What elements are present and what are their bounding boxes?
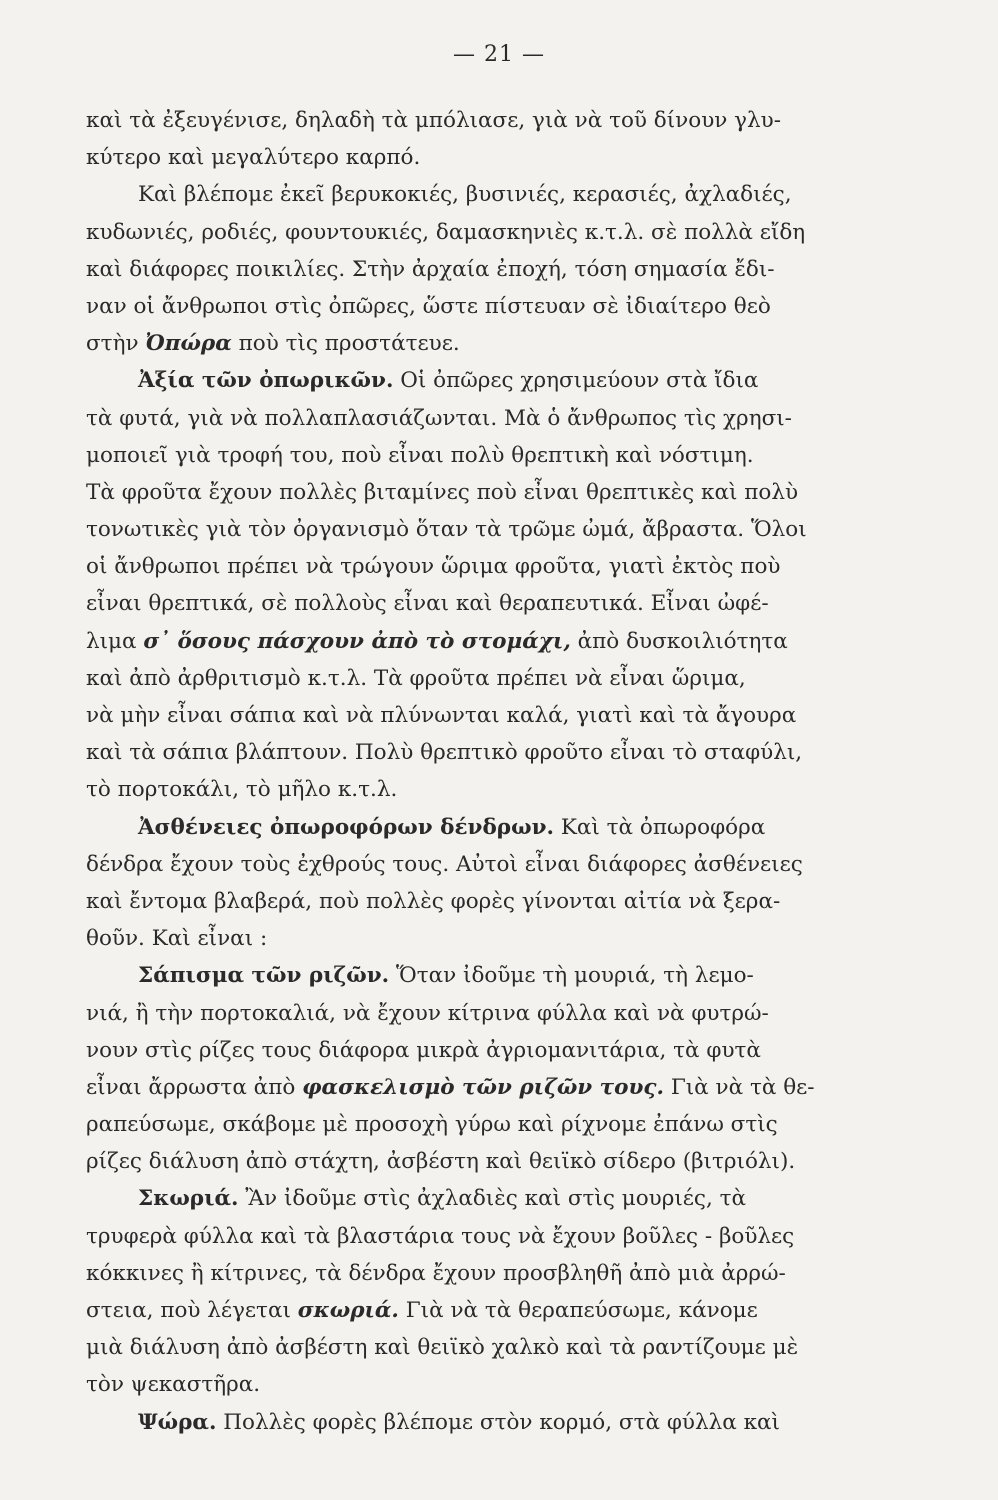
text-line (86, 1143, 926, 1180)
line-text: τὰ φυτά, γιὰ νὰ πολλαπλασιάζωνται. Μὰ ὁ ἄνθρωπος τὶς χρησι- (86, 405, 792, 431)
line-text: Καὶ βλέπομε ἐκεῖ βερυκοκιές, βυσινιές, κερασιές, ἀχλαδιές, (138, 182, 792, 208)
text-line (86, 957, 926, 994)
line-text: καὶ τὰ ἐξευγένισε, δηλαδὴ τὰ μπόλιασε, γιὰ νὰ τοῦ δίνουν γλυ- (86, 108, 781, 133)
line-text: Ἂν ἰδοῦμε στὶς ἀχλαδιὲς καὶ στὶς μουριές, τὰ (238, 1186, 747, 1212)
text-line (86, 139, 926, 176)
line-text: Ὅταν ἰδοῦμε τὴ μουριά, τὴ λεμο- (389, 963, 754, 989)
line-text: κόκκινες ἢ κίτρινες, τὰ δένδρα ἔχουν προσβληθῆ ἀπὸ μιὰ ἀρρώ- (86, 1260, 786, 1286)
line-text: καὶ ἔντομα βλαβερά, ποὺ πολλὲς φορὲς γίνονται αἰτία νὰ ξερα- (86, 888, 781, 914)
text-line (86, 437, 926, 474)
text-line (86, 1069, 926, 1106)
emphasis-text: Ἀξία τῶν ὀπωρικῶν. (138, 368, 394, 394)
line-text: κύτερο καὶ μεγαλύτερο καρπό. (86, 145, 421, 171)
line-text: ἀπὸ δυσκοιλιότητα (570, 628, 788, 654)
text-line (86, 623, 926, 660)
line-text: νουν στὶς ρίζες τους διάφορα μικρὰ ἀγριομανιτάρια, τὰ φυτὰ (86, 1037, 761, 1063)
text-line (86, 325, 926, 362)
emphasis-text: Σάπισμα τῶν ριζῶν. (138, 963, 390, 989)
line-text: τὸν ψεκαστῆρα. (86, 1372, 261, 1398)
emphasis-text: σκωριά. (297, 1298, 399, 1323)
line-text: ναν οἱ ἄνθρωποι στὶς ὀπῶρες, ὥστε πίστευαν σὲ ἰδιαίτερο θεὸ (86, 293, 771, 319)
text-line (86, 214, 926, 251)
line-text: Πολλὲς φορὲς βλέπομε στὸν κορμό, στὰ φύλλα καὶ (216, 1409, 780, 1435)
text-line (86, 846, 926, 883)
line-text: ποὺ τὶς προστάτευε. (231, 331, 460, 357)
text-line (86, 660, 926, 697)
line-text: Τὰ φροῦτα ἔχουν πολλὲς βιταμίνες ποὺ εἶναι θρεπτικὲς καὶ πολὺ (86, 479, 799, 505)
text-line (86, 920, 926, 957)
line-text: στὴν (86, 331, 146, 357)
line-text: καὶ τὰ σάπια βλάπτουν. Πολὺ θρεπτικὸ φροῦτο εἶναι τὸ σταφύλι, (86, 740, 803, 766)
line-text: ραπεύσωμε, σκάβομε μὲ προσοχὴ γύρω καὶ ρίχνομε ἐπάνω στὶς (86, 1112, 778, 1138)
body-text (86, 102, 926, 1441)
line-text: ρίζες διάλυση ἀπὸ στάχτη, ἀσβέστη καὶ θειϊκὸ σίδερο (βιτριόλι). (86, 1149, 796, 1175)
line-text: Γιὰ νὰ τὰ θεραπεύσωμε, κάνομε (398, 1298, 758, 1323)
text-line (86, 809, 926, 846)
text-line (86, 251, 926, 288)
line-text: λιμα (86, 628, 144, 654)
line-text: μιὰ διάλυση ἀπὸ ἀσβέστη καὶ θειϊκὸ χαλκὸ καὶ τὰ ραντίζουμε μὲ (86, 1335, 799, 1361)
line-text: τὸ πορτοκάλι, τὸ μῆλο κ.τ.λ. (86, 777, 398, 803)
emphasis-text: Ψώρα. (138, 1409, 217, 1435)
text-line (86, 176, 926, 213)
line-text: τονωτικὲς γιὰ τὸν ὀργανισμὸ ὅταν τὰ τρῶμε ὠμά, ἄβραστα. Ὅλοι (86, 517, 807, 543)
text-line (86, 511, 926, 548)
line-text: καὶ διάφορες ποικιλίες. Στὴν ἀρχαία ἐποχή, τόση σημασία ἔδι- (86, 256, 775, 282)
text-line (86, 1404, 926, 1441)
text-line (86, 288, 926, 325)
line-text: καὶ ἀπὸ ἀρθριτισμὸ κ.τ.λ. Τὰ φροῦτα πρέπει νὰ εἶναι ὥριμα, (86, 665, 746, 691)
text-line (86, 771, 926, 808)
text-line (86, 548, 926, 585)
line-text: Γιὰ νὰ τὰ θε- (664, 1074, 815, 1100)
text-line (86, 400, 926, 437)
emphasis-text: σ᾽ ὅσους πάσχουν ἀπὸ τὸ στομάχι, (143, 628, 571, 654)
text-line (86, 585, 926, 622)
line-text: οἱ ἄνθρωποι πρέπει νὰ τρώγουν ὥριμα φροῦτα, γιατὶ ἐκτὸς ποὺ (86, 554, 781, 580)
text-line (86, 883, 926, 920)
line-text: θοῦν. Καὶ εἶναι : (86, 926, 268, 952)
line-text: Οἱ ὀπῶρες χρησιμεύουν στὰ ἴδια (393, 368, 759, 394)
text-line (86, 734, 926, 771)
text-line (86, 1032, 926, 1069)
line-text: νὰ μὴν εἶναι σάπια καὶ νὰ πλύνωνται καλά, γιατὶ καὶ τὰ ἄγουρα (86, 703, 797, 728)
line-text: νιά, ἢ τὴν πορτοκαλιά, νὰ ἔχουν κίτρινα φύλλα καὶ νὰ φυτρώ- (86, 1000, 769, 1026)
text-line (86, 362, 926, 399)
text-line (86, 697, 926, 734)
emphasis-text: φασκελισμὸ τῶν ριζῶν τους. (302, 1074, 664, 1100)
text-line (86, 1329, 926, 1366)
text-line (86, 1218, 926, 1255)
line-text: Καὶ τὰ ὀπωροφόρα (553, 814, 766, 840)
line-text: μοποιεῖ γιὰ τροφή του, ποὺ εἶναι πολὺ θρεπτικὴ καὶ νόστιμη. (86, 442, 754, 468)
line-text: στεια, ποὺ λέγεται (86, 1298, 298, 1323)
line-text: τρυφερὰ φύλλα καὶ τὰ βλαστάρια τους νὰ ἔχουν βοῦλες - βοῦλες (86, 1223, 795, 1249)
text-line (86, 1106, 926, 1143)
text-line (86, 995, 926, 1032)
emphasis-text: Σκωριά. (138, 1186, 239, 1212)
line-text: εἶναι θρεπτικά, σὲ πολλοὺς εἶναι καὶ θεραπευτικά. Εἶναι ὠφέ- (86, 591, 769, 617)
line-text: εἶναι ἄρρωστα ἀπὸ (86, 1074, 303, 1100)
text-line (86, 1255, 926, 1292)
text-line (86, 1292, 926, 1329)
emphasis-text: Ὀπώρα (145, 331, 232, 357)
text-line (86, 1180, 926, 1217)
page-number: — 21 — (453, 42, 545, 67)
text-line (86, 102, 926, 139)
emphasis-text: Ἀσθένειες ὀπωροφόρων δένδρων. (138, 814, 554, 840)
line-text: δένδρα ἔχουν τοὺς ἐχθρούς τους. Αὐτοὶ εἶναι διάφορες ἀσθένειες (86, 851, 803, 877)
text-line (86, 1366, 926, 1403)
text-line (86, 474, 926, 511)
line-text: κυδωνιές, ροδιές, φουντουκιές, δαμασκηνιὲς κ.τ.λ. σὲ πολλὰ εἴδη (86, 219, 806, 245)
